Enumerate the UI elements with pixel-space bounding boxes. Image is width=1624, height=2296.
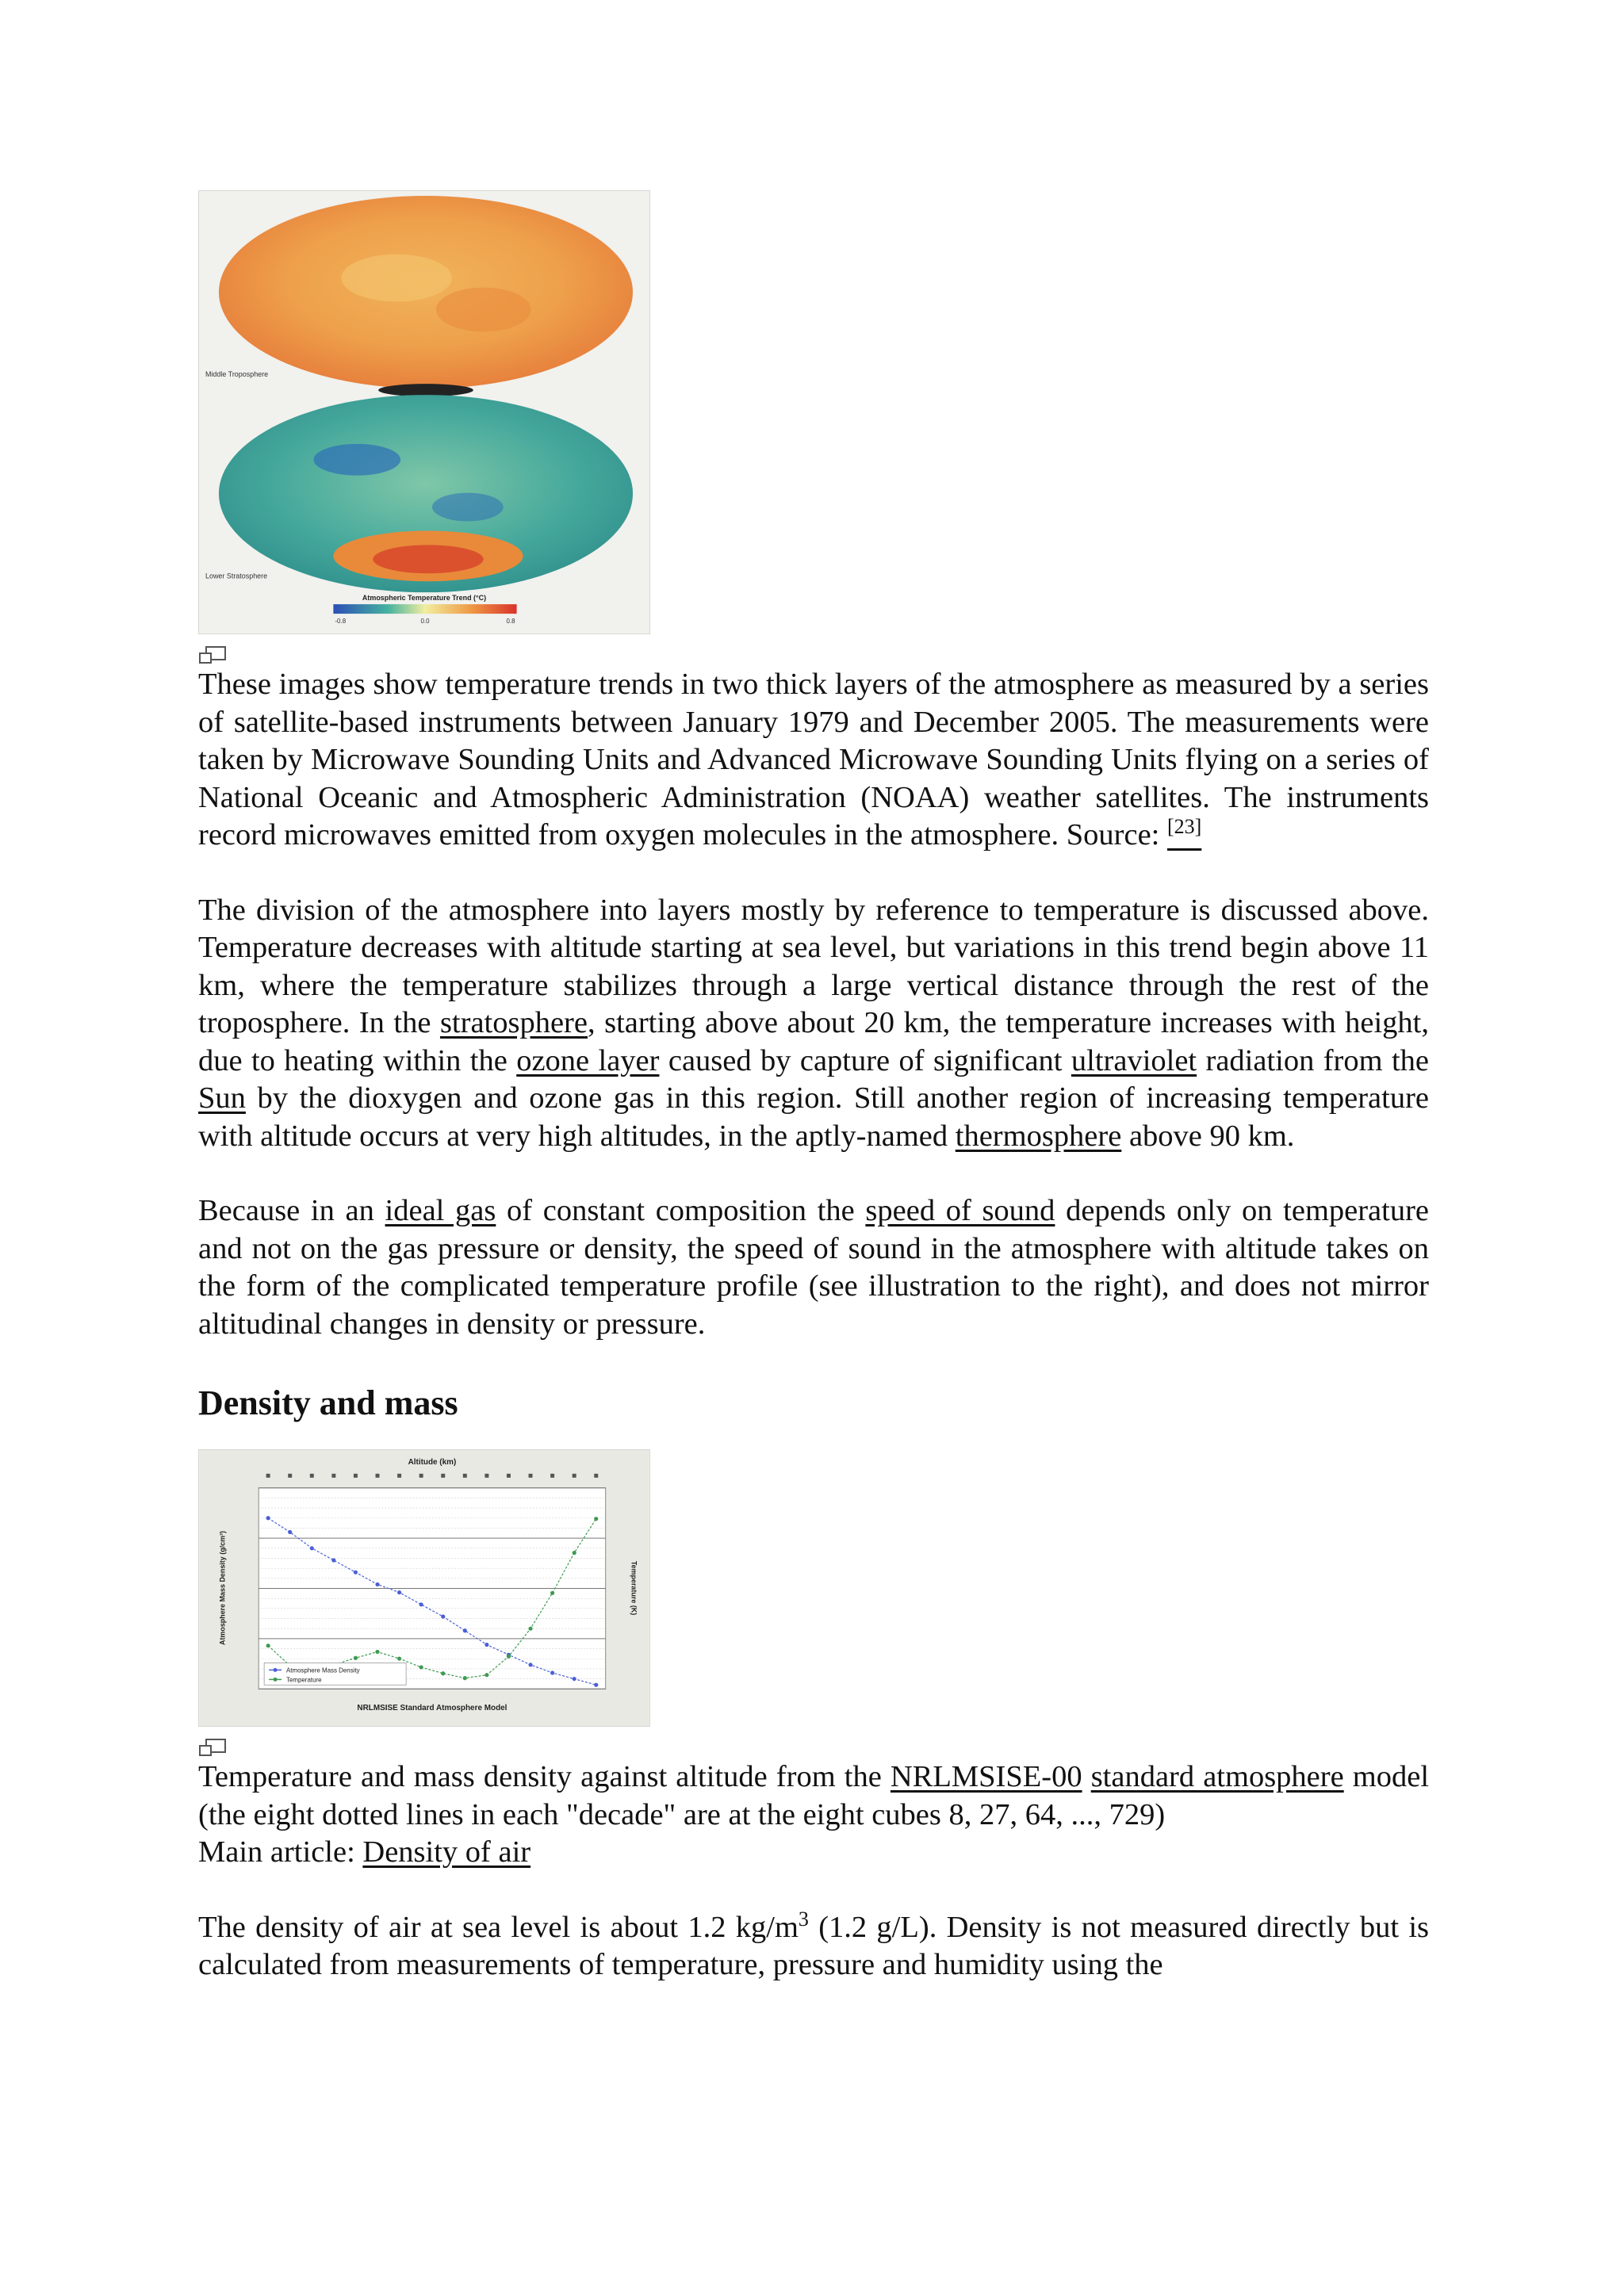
main-article-label: Main article: [198,1835,363,1869]
legend-density: Atmosphere Mass Density [286,1667,360,1674]
temperature-point [266,1644,270,1647]
altitude-marker [397,1474,401,1478]
temperature-point [485,1673,488,1677]
sun-link[interactable]: Sun [198,1081,246,1115]
enlarge-icon[interactable] [198,645,227,666]
density-point [419,1602,423,1606]
altitude-marker [288,1474,292,1478]
density-point [354,1571,358,1575]
section-heading-density: Density and mass [198,1383,458,1422]
legend-tick: 0.8 [506,618,515,626]
density-point [441,1614,445,1618]
density-point [594,1683,598,1687]
density-of-air-link[interactable]: Density of air [362,1835,531,1869]
altitude-marker [441,1474,445,1478]
density-point [331,1558,335,1562]
density-point [485,1643,488,1647]
altitude-marker [594,1474,598,1478]
enlarge-icon[interactable] [198,1738,227,1758]
figure1-caption: These images show temperature trends in two thick layers of the atmosphere as measured by a series of satellite-based instruments between January 1979 and December 2005. The measurements were taken by Microwave Sounding Units and Advanced Microwave Sounding Units flying on a series of National Oceanic and Atmospheric Administration (NOAA) weather satellites. The instruments record microwaves emitted from oxygen molecules in the atmosphere. Source: [23] [198,668,1429,851]
lower-stratosphere-label: Lower Stratosphere [205,572,268,580]
article-page [198,190,1429,1984]
density-point [550,1670,554,1674]
chart-footer: NRLMSISE Standard Atmosphere Model [357,1704,508,1713]
altitude-marker [354,1474,358,1478]
altitude-marker [331,1474,335,1478]
nrlmsise-link[interactable]: NRLMSISE-00 [890,1760,1082,1793]
temperature-trend-maps-image[interactable] [198,190,650,634]
stratosphere-link[interactable]: stratosphere [439,1006,588,1039]
altitude-marker [573,1474,576,1478]
temperature-point [507,1655,511,1659]
legend-temperature: Temperature [286,1676,322,1684]
altitude-marker [485,1474,488,1478]
altitude-marker [507,1474,511,1478]
density-point [266,1516,270,1520]
temperature-point [397,1656,401,1660]
temperature-paragraph: The division of the atmosphere into layers mostly by reference to temperature is discussed above. Temperature decreases with altitude starting at sea level, but variations in this trend begin above 11 km, where the temperature stabilizes through a large vertical distance through the rest of the troposphere. In the stratosphere, starting above about 20 km, the temperature increases with height, due to heating within the ozone layer caused by capture of significant ultraviolet radiation from the Sun by the dioxygen and ozone gas in this region. Still another region of increasing temperature with altitude occurs at very high altitudes, in the aptly-named thermosphere above 90 km. [198,893,1429,1153]
temperature-point [441,1671,445,1675]
y-left-label: Atmosphere Mass Density (g/cm³) [218,1530,227,1646]
temperature-point [550,1591,554,1595]
density-point [397,1590,401,1594]
altitude-marker [266,1474,270,1478]
standard-atmosphere-link[interactable]: standard atmosphere [1090,1760,1344,1793]
temperature-point [594,1517,598,1521]
altitude-marker [419,1474,423,1478]
altitude-marker [310,1474,314,1478]
density-point [288,1530,292,1534]
thermosphere-link[interactable]: thermosphere [955,1119,1122,1153]
density-point [528,1663,532,1667]
temperature-point [573,1551,576,1555]
middle-troposphere-label: Middle Troposphere [205,370,269,379]
y-right-label: Temperature (K) [630,1560,638,1616]
speed-of-sound-link[interactable]: speed of sound [865,1194,1055,1227]
color-scale-bar [333,604,516,614]
legend-tick: 0.0 [420,618,430,626]
chart-title: Altitude (km) [408,1457,457,1467]
density-point [310,1546,314,1550]
altitude-marker [529,1474,533,1478]
legend-title: Atmospheric Temperature Trend (°C) [362,594,487,603]
temperature-point [528,1627,532,1631]
figure2-caption: Temperature and mass density against altitude from the NRLMSISE-00 standard atmosphere model (the eight dotted lines in each "decade" are at the eight cubes 8, 27, 64, ..., 729) Main article: Density of air [198,1760,1430,1869]
reference-23-link[interactable]: [23] [1166,815,1202,839]
temperature-point [463,1676,467,1680]
nrlmsise-chart-image[interactable] [198,1449,650,1727]
density-point [463,1628,467,1632]
altitude-marker [463,1474,467,1478]
ultraviolet-link[interactable]: ultraviolet [1071,1043,1197,1077]
temperature-point [419,1665,423,1669]
density-point [375,1582,379,1586]
temperature-point [375,1650,379,1654]
legend-tick: -0.8 [335,618,347,626]
speed-of-sound-paragraph: Because in an ideal gas of constant composition the speed of sound depends only on temperature and not on the gas pressure or density, the speed of sound in the atmosphere with altitude takes on the form of the complicated temperature profile (see illustration to the right), and does not mirror altitudinal changes in density or pressure. [198,1194,1430,1341]
altitude-marker [376,1474,380,1478]
ideal-gas-link[interactable]: ideal gas [385,1194,496,1227]
temperature-point [354,1656,358,1660]
air-density-paragraph: The density of air at sea level is about 1.2 $kg/m^3$ (1.2 g/L). Density is not measured directly but is calculated from measurements of temperature, pressure and humidity using the [198,1907,1429,1981]
density-point [573,1677,576,1681]
ozone-layer-link[interactable]: ozone layer [516,1043,660,1077]
altitude-marker [550,1474,554,1478]
